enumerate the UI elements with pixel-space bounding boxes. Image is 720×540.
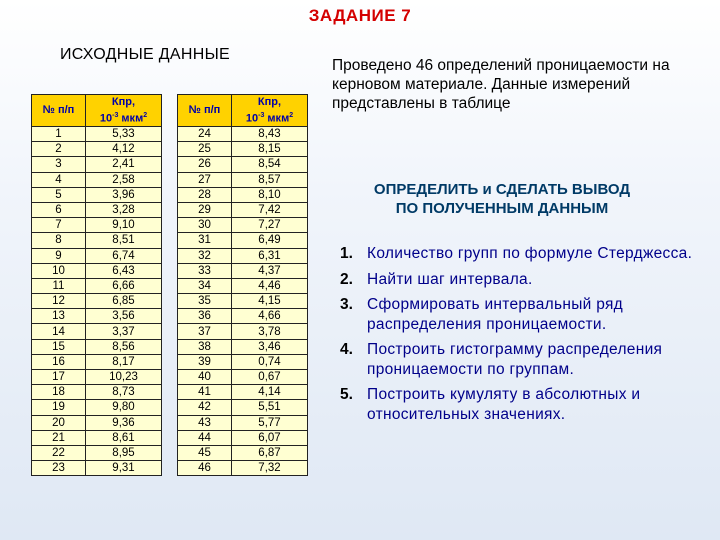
task-number: 4. xyxy=(340,341,353,358)
permeability-cell: 0,67 xyxy=(232,370,308,385)
table-header-row xyxy=(178,95,308,127)
table-row xyxy=(32,324,162,339)
table-row xyxy=(32,218,162,233)
table-row xyxy=(32,187,162,202)
permeability-cell: 4,14 xyxy=(232,385,308,400)
permeability-cell: 6,43 xyxy=(86,263,162,278)
permeability-cell: 8,73 xyxy=(86,385,162,400)
permeability-cell: 9,36 xyxy=(86,415,162,430)
task-text: Построить кумуляту в абсолютных и относительных значениях. xyxy=(367,386,641,423)
table-body-right xyxy=(178,127,308,476)
intro-text: Проведено 46 определений проницаемости на керновом материале. Данные измерений представлены в таблице xyxy=(332,57,670,112)
row-number-cell: 8 xyxy=(32,233,86,248)
permeability-cell: 8,61 xyxy=(86,430,162,445)
row-number-cell: 32 xyxy=(178,248,232,263)
table-row xyxy=(32,142,162,157)
table-header-row xyxy=(32,95,162,127)
permeability-cell: 6,31 xyxy=(232,248,308,263)
permeability-cell: 2,41 xyxy=(86,157,162,172)
table-row xyxy=(32,294,162,309)
table-row xyxy=(178,263,308,278)
table-row xyxy=(178,445,308,460)
table-row xyxy=(32,461,162,476)
row-number-cell: 22 xyxy=(32,445,86,460)
permeability-cell: 8,95 xyxy=(86,445,162,460)
table-row xyxy=(178,385,308,400)
header-permeability xyxy=(86,95,162,127)
table-row xyxy=(32,233,162,248)
table-row xyxy=(178,294,308,309)
table-row xyxy=(178,127,308,142)
table-row xyxy=(32,157,162,172)
row-number-cell: 13 xyxy=(32,309,86,324)
table-row xyxy=(32,430,162,445)
row-number-cell: 31 xyxy=(178,233,232,248)
row-number-cell: 36 xyxy=(178,309,232,324)
table-row xyxy=(32,263,162,278)
row-number-cell: 20 xyxy=(32,415,86,430)
permeability-cell: 4,12 xyxy=(86,142,162,157)
row-number-cell: 5 xyxy=(32,187,86,202)
header-permeability-base: 10 xyxy=(245,112,259,125)
row-number-cell: 42 xyxy=(178,400,232,415)
row-number-cell: 41 xyxy=(178,385,232,400)
permeability-cell: 8,10 xyxy=(232,187,308,202)
permeability-cell: 8,57 xyxy=(232,172,308,187)
table-row xyxy=(32,278,162,293)
header-permeability-unit-exp: 2 xyxy=(289,111,294,119)
row-number-cell: 28 xyxy=(178,187,232,202)
table-row xyxy=(32,309,162,324)
row-number-cell: 34 xyxy=(178,278,232,293)
row-number-cell: 6 xyxy=(32,202,86,217)
task-heading-line2: ПО ПОЛУЧЕННЫМ ДАННЫМ xyxy=(395,200,609,217)
permeability-cell: 7,27 xyxy=(232,218,308,233)
row-number-cell: 43 xyxy=(178,415,232,430)
row-number-cell: 1 xyxy=(32,127,86,142)
header-permeability-title: Кпр, xyxy=(111,95,136,108)
permeability-cell: 5,33 xyxy=(86,127,162,142)
row-number-cell: 3 xyxy=(32,157,86,172)
table-row xyxy=(32,445,162,460)
row-number-cell: 27 xyxy=(178,172,232,187)
table-row xyxy=(32,415,162,430)
row-number-cell: 23 xyxy=(32,461,86,476)
task-text: Найти шаг интервала. xyxy=(367,270,533,288)
row-number-cell: 45 xyxy=(178,445,232,460)
row-number-cell: 35 xyxy=(178,294,232,309)
task-text: Количество групп по формуле Стерджесса. xyxy=(367,245,693,262)
table-body-left xyxy=(32,127,162,476)
row-number-cell: 33 xyxy=(178,263,232,278)
row-number-cell: 14 xyxy=(32,324,86,339)
permeability-cell: 6,66 xyxy=(86,278,162,293)
permeability-cell: 9,80 xyxy=(86,400,162,415)
permeability-cell: 8,15 xyxy=(232,142,308,157)
row-number-cell: 25 xyxy=(178,142,232,157)
permeability-cell: 3,96 xyxy=(86,187,162,202)
table-row xyxy=(32,354,162,369)
row-number-cell: 44 xyxy=(178,430,232,445)
table-row xyxy=(178,430,308,445)
table-row xyxy=(32,370,162,385)
data-table-right xyxy=(177,94,308,476)
table-row xyxy=(178,415,308,430)
row-number-cell: 38 xyxy=(178,339,232,354)
data-table-left xyxy=(31,94,162,476)
task-item xyxy=(340,270,700,290)
table-row xyxy=(178,461,308,476)
row-number-cell: 15 xyxy=(32,339,86,354)
table-row xyxy=(32,339,162,354)
task-number: 2. xyxy=(340,270,353,288)
row-number-cell: 17 xyxy=(32,370,86,385)
permeability-cell: 5,77 xyxy=(232,415,308,430)
row-number-cell: 26 xyxy=(178,157,232,172)
row-number-cell: 11 xyxy=(32,278,86,293)
permeability-cell: 4,46 xyxy=(232,278,308,293)
row-number-cell: 19 xyxy=(32,400,86,415)
row-number-cell: 30 xyxy=(178,218,232,233)
task-item xyxy=(340,244,700,264)
table-row xyxy=(178,278,308,293)
permeability-cell: 4,15 xyxy=(232,294,308,309)
table-row xyxy=(178,339,308,354)
header-number: № п/п xyxy=(178,95,232,127)
table-row xyxy=(178,202,308,217)
table-row xyxy=(178,233,308,248)
permeability-cell: 0,74 xyxy=(232,354,308,369)
header-permeability-exp: -3 xyxy=(112,111,119,119)
row-number-cell: 37 xyxy=(178,324,232,339)
permeability-cell: 7,42 xyxy=(232,202,308,217)
header-permeability-base: 10 xyxy=(99,112,113,125)
row-number-cell: 24 xyxy=(178,127,232,142)
permeability-cell: 6,74 xyxy=(86,248,162,263)
permeability-cell: 4,37 xyxy=(232,263,308,278)
row-number-cell: 40 xyxy=(178,370,232,385)
table-row xyxy=(32,202,162,217)
table-row xyxy=(178,157,308,172)
permeability-cell: 8,54 xyxy=(232,157,308,172)
permeability-cell: 3,28 xyxy=(86,202,162,217)
header-permeability xyxy=(232,95,308,127)
table-row xyxy=(178,354,308,369)
permeability-cell: 5,51 xyxy=(232,400,308,415)
table-row xyxy=(178,400,308,415)
table-row xyxy=(178,370,308,385)
row-number-cell: 16 xyxy=(32,354,86,369)
row-number-cell: 39 xyxy=(178,354,232,369)
table-row xyxy=(32,248,162,263)
table-row xyxy=(178,324,308,339)
permeability-cell: 9,10 xyxy=(86,218,162,233)
header-number: № п/п xyxy=(32,95,86,127)
task-heading-line1: ОПРЕДЕЛИТЬ и СДЕЛАТЬ ВЫВОД xyxy=(373,181,631,198)
permeability-cell: 4,66 xyxy=(232,309,308,324)
permeability-cell: 3,56 xyxy=(86,309,162,324)
permeability-cell: 6,87 xyxy=(232,445,308,460)
permeability-cell: 3,78 xyxy=(232,324,308,339)
row-number-cell: 46 xyxy=(178,461,232,476)
header-permeability-unit-exp: 2 xyxy=(143,111,148,119)
permeability-cell: 10,23 xyxy=(86,370,162,385)
table-row xyxy=(178,309,308,324)
table-row xyxy=(178,172,308,187)
task-number: 3. xyxy=(340,296,353,313)
permeability-cell: 6,85 xyxy=(86,294,162,309)
header-permeability-title: Кпр, xyxy=(257,95,282,108)
table-row xyxy=(178,248,308,263)
permeability-cell: 8,17 xyxy=(86,354,162,369)
table-row xyxy=(32,172,162,187)
table-row xyxy=(178,187,308,202)
header-permeability-unit: мкм xyxy=(121,112,144,125)
table-row xyxy=(178,218,308,233)
row-number-cell: 2 xyxy=(32,142,86,157)
row-number-cell: 12 xyxy=(32,294,86,309)
permeability-cell: 7,32 xyxy=(232,461,308,476)
table-row xyxy=(178,142,308,157)
table-row xyxy=(32,385,162,400)
task-number: 5. xyxy=(340,386,353,403)
header-permeability-unit: мкм xyxy=(267,112,290,125)
row-number-cell: 4 xyxy=(32,172,86,187)
section-subtitle: ИСХОДНЫЕ ДАННЫЕ xyxy=(60,46,231,63)
permeability-cell: 8,51 xyxy=(86,233,162,248)
task-text: Сформировать интервальный ряд распределения проницаемости. xyxy=(367,296,623,333)
permeability-cell: 8,43 xyxy=(232,127,308,142)
row-number-cell: 9 xyxy=(32,248,86,263)
task-number: 1. xyxy=(340,245,353,262)
permeability-cell: 3,37 xyxy=(86,324,162,339)
task-list xyxy=(340,244,700,430)
permeability-cell: 9,31 xyxy=(86,461,162,476)
row-number-cell: 21 xyxy=(32,430,86,445)
task-item xyxy=(340,385,700,424)
row-number-cell: 7 xyxy=(32,218,86,233)
permeability-cell: 8,56 xyxy=(86,339,162,354)
task-text: Построить гистограмму распределения проницаемости по группам. xyxy=(367,341,663,378)
task-heading xyxy=(332,180,672,218)
permeability-cell: 6,49 xyxy=(232,233,308,248)
table-row xyxy=(32,400,162,415)
header-permeability-exp: -3 xyxy=(258,111,265,119)
permeability-cell: 2,58 xyxy=(86,172,162,187)
page-title: ЗАДАНИЕ 7 xyxy=(308,6,412,25)
table-row xyxy=(32,127,162,142)
row-number-cell: 18 xyxy=(32,385,86,400)
task-item xyxy=(340,340,700,379)
task-item xyxy=(340,295,700,334)
row-number-cell: 29 xyxy=(178,202,232,217)
row-number-cell: 10 xyxy=(32,263,86,278)
permeability-cell: 3,46 xyxy=(232,339,308,354)
permeability-cell: 6,07 xyxy=(232,430,308,445)
